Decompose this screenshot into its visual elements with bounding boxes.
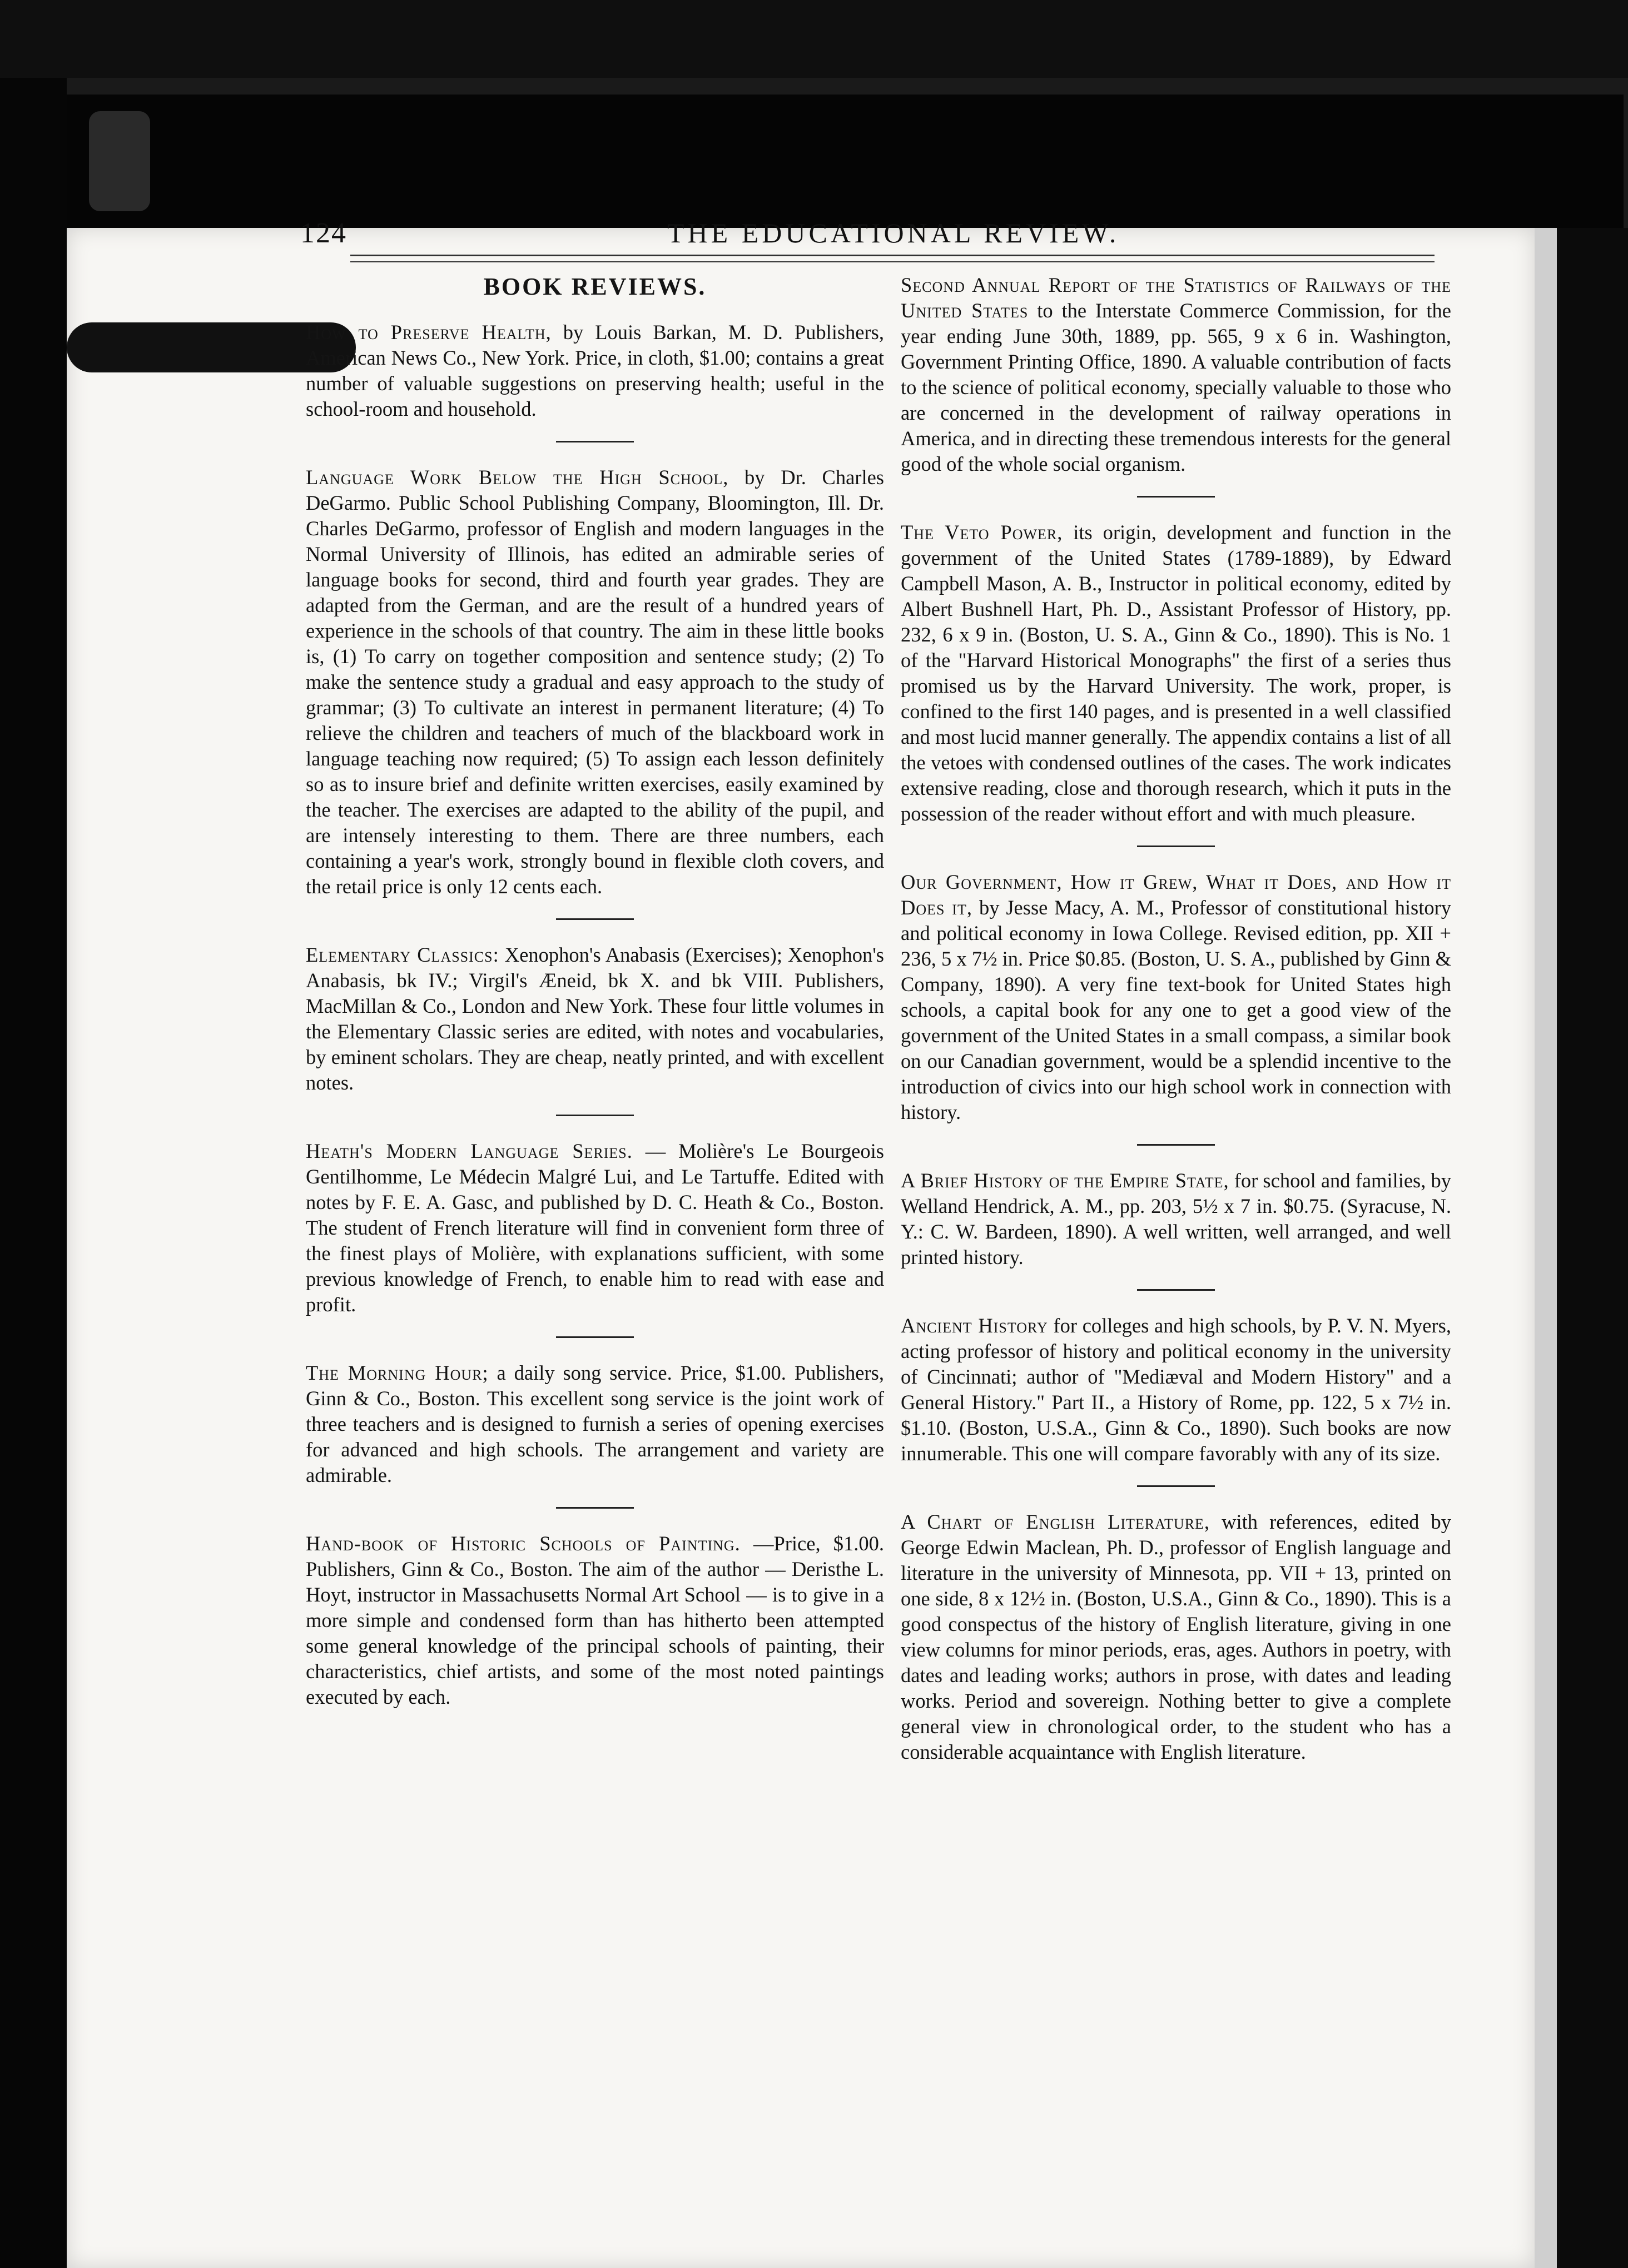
review-body: for school and families, by Welland Hendrick, A. M., pp. 203, 5½ x 7 in. $0.75. (Syracuse, N. Y.: C. W. Bardeen, 1890). A well written, well arranged, and well printed history. bbox=[901, 1169, 1452, 1269]
review-title: The Morning Hour; bbox=[306, 1361, 489, 1384]
review-body: its origin, development and function in the government of the United States (1789-1889), by Edward Campbell Mason, A. B., Instructor in political economy, edited by Albert Bushnell Hart, Ph. D., Assistant Professor of History, pp. 232, 6 x 9 in. (Boston, U. S. A., Ginn & Co., 1890). This is No. 1 of the "Harvard Historical Monographs" the first of a series thus promised us by the Harvard University. The work, proper, is confined to the first 140 pages, and is presented in a well classified and most lucid manner generally. The appendix contains a list of all the vetoes with condensed outlines of the cases. The work indicates extensive reading, close and thorough research, which it puts in the possession of the reader without effort and with much pleasure. bbox=[901, 521, 1451, 825]
binding-hole bbox=[89, 111, 150, 211]
journal-title: THE EDUCATIONAL REVIEW. bbox=[667, 217, 1120, 248]
review-body: for colleges and high schools, by P. V. N. Myers, acting professor of history and political economy in the university of Cincinnati; author of "Mediæval and Modern History" and a General History." Part II., a History of Rome, pp. 122, 5 x 7½ in. $1.10. (Boston, U.S.A., Ginn & Co., 1890). Such books are now innumerable. This one will compare favorably with any of its size. bbox=[901, 1314, 1451, 1465]
review-body: by Jesse Macy, A. M., Professor of constitutional history and political economy in Iowa College. Revised edition, pp. XII + 236, 5 x 7½ in. Price $0.85. (Boston, U. S. A., published by Ginn & Company, 1890). A very fine text-book for United States high schools, a capital book for any one to get a good view of the government of the United States in a small compass, a similar book on our Canadian government, would be a splendid incentive to the introduction of civics into our high school work in connection with history. bbox=[901, 896, 1451, 1123]
page-number: 124 bbox=[300, 217, 347, 249]
review-entry bbox=[901, 1313, 1451, 1466]
scan-left-margin bbox=[0, 78, 67, 2268]
binding-strip bbox=[67, 94, 1624, 228]
review-title: Ancient History bbox=[901, 1314, 1048, 1337]
review-separator bbox=[556, 1507, 634, 1509]
review-separator bbox=[556, 1336, 634, 1338]
review-entry bbox=[901, 869, 1451, 1125]
review-title: The Veto Power, bbox=[901, 521, 1063, 544]
review-body: — Molière's Le Bourgeois Gentilhomme, Le Médecin Malgré Lui, and Le Tartuffe. Edited with notes by F. E. A. Gasc, and published by D. C. Heath & Co., Boston. The student of French literature will find in convenient form three of the finest plays of Molière, with explanations sufficient, with some previous knowledge of French, to enable him to read with ease and profit. bbox=[306, 1140, 884, 1316]
review-body: Xenophon's Anabasis (Exercises); Xenophon's Anabasis, bk IV.; Virgil's Æneid, bk X. and bk VIII. Publishers, MacMillan & Co., London and New York. These four little volumes in the Elementary Classic series are edited, with notes and vocabularies, by eminent scholars. They are cheap, neatly printed, and with excellent notes. bbox=[306, 943, 885, 1094]
review-title: A Brief History of the Empire State, bbox=[901, 1169, 1229, 1192]
review-entry bbox=[901, 520, 1451, 827]
review-separator bbox=[1137, 845, 1215, 847]
review-title: Elementary Classics: bbox=[306, 943, 499, 966]
header-rule-top bbox=[350, 255, 1435, 256]
header-rule-bottom bbox=[350, 261, 1435, 262]
right-column bbox=[901, 272, 1451, 1765]
review-title: Second Annual Report of the Statistics of Railways of the United States bbox=[901, 273, 1451, 322]
review-title: A Chart of English Literature, bbox=[901, 1510, 1210, 1533]
review-entry bbox=[901, 1509, 1451, 1765]
review-separator bbox=[1137, 1485, 1215, 1487]
review-title: How to Preserve Health, bbox=[306, 321, 552, 344]
review-body: by Louis Barkan, M. D. Publishers, American News Co., New York. Price, in cloth, $1.00; contains a great number of valuable suggestions on preserving health; useful in the school-room and household. bbox=[306, 321, 884, 420]
review-entry bbox=[306, 1138, 884, 1317]
review-body: with references, edited by George Edwin Maclean, Ph. D., professor of English language and literature in the university of Minnesota, pp. VII + 13, printed on one side, 8 x 12½ in. (Boston, U.S.A., Ginn & Co., 1890). This is a good conspectus of the history of English literature, giving in one view columns for minor periods, eras, ages. Authors in poetry, with dates and leading works; authors in prose, with dates and leading works. Period and sovereign. Nothing better to give a complete general view in chronological order, to the student who has a considerable acquaintance with English literature. bbox=[901, 1510, 1452, 1763]
review-body: a daily song service. Price, $1.00. Publishers, Ginn & Co., Boston. This excellent song service is the joint work of three teachers and is designed to furnish a series of opening exercises for advanced and high schools. The arrangement and variety are admirable. bbox=[306, 1361, 884, 1486]
review-body: —Price, $1.00. Publishers, Ginn & Co., Boston. The aim of the author — Deristhe L. Hoyt, instructor in Massachusetts Normal Art School — is to give in a more simple and condensed form than has hitherto been attempted some general knowledge of the principal schools of painting, their characteristics, chief artists, and some of the most noted paintings executed by each. bbox=[306, 1532, 884, 1708]
review-title: Language Work Below the High School, bbox=[306, 466, 729, 489]
review-separator bbox=[1137, 1289, 1215, 1291]
review-separator bbox=[556, 1115, 634, 1116]
review-title: Heath's Modern Language Series. bbox=[306, 1140, 633, 1162]
review-entry bbox=[306, 1531, 884, 1710]
right-review-list bbox=[901, 272, 1451, 1765]
review-title: Our Government, How it Grew, What it Does, and How it Does it, bbox=[901, 871, 1451, 919]
review-separator bbox=[1137, 496, 1215, 498]
review-body: to the Interstate Commerce Commission, for the year ending June 30th, 1889, pp. 565, 9 x 6 in. Washington, Government Printing Office, 1890. A valuable contribution of facts to the science of political economy, specially valuable to those who are concerned in the development of railway operations in America, and in directing these tremendous interests for the general good of the whole social organism. bbox=[901, 299, 1451, 475]
review-entry bbox=[901, 272, 1451, 477]
page-fold-edge bbox=[1535, 228, 1557, 2268]
review-entry bbox=[306, 1360, 884, 1488]
review-separator bbox=[1137, 1144, 1215, 1146]
review-title: Hand-book of Historic Schools of Painting. bbox=[306, 1532, 741, 1555]
review-separator bbox=[556, 441, 634, 442]
review-entry bbox=[306, 942, 884, 1096]
scan-top-margin bbox=[0, 0, 1628, 78]
review-entry bbox=[901, 1168, 1451, 1270]
review-entry bbox=[306, 320, 884, 422]
section-title: BOOK REVIEWS. bbox=[483, 273, 707, 300]
review-body: by Dr. Charles DeGarmo. Public School Publishing Company, Bloomington, Ill. Dr. Charles DeGarmo, professor of English and modern languages in the Normal University of Illinois, has edited an admirable series of language books for second, third and fourth year grades. They are adapted from the German, and are the result of a hundred years of experience in the schools of that country. The aim in these little books is, (1) To carry on together composition and sentence study; (2) To make the sentence study a gradual and easy approach to the study of grammar; (3) To cultivate an interest in permanent literature; (4) To relieve the children and teachers of much of the blackboard work in language teaching now required; (5) To assign each lesson definitely so as to insure brief and definite written exercises, easily examined by the teacher. The exercises are adapted to the ability of the pupil, and are intensely interesting to them. There are three numbers, each containing a year's work, strongly bound in flexible cloth covers, and the retail price is only 12 cents each. bbox=[306, 466, 884, 898]
scan-right-margin bbox=[1535, 228, 1628, 2268]
left-column bbox=[306, 272, 884, 1710]
review-separator bbox=[556, 918, 634, 920]
left-review-list bbox=[306, 320, 884, 1710]
review-entry bbox=[306, 465, 884, 899]
